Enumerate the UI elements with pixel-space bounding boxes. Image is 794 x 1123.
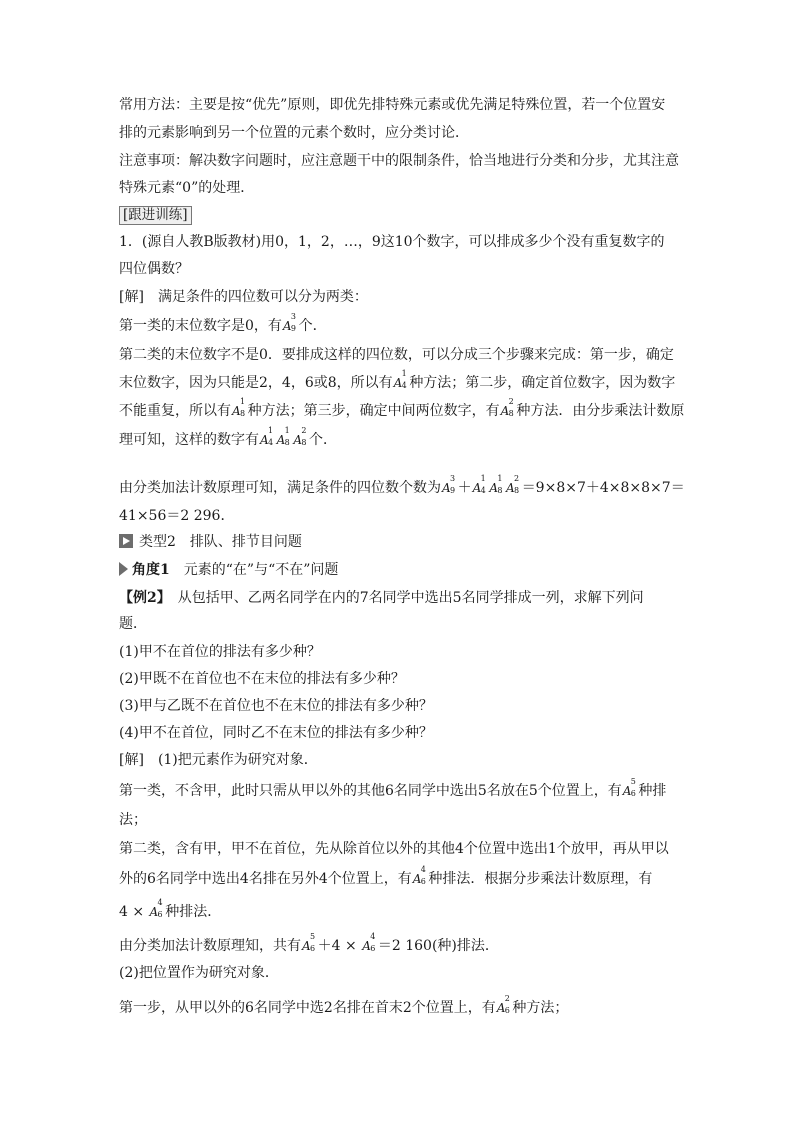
perm-symbol: A 4 6 bbox=[412, 865, 426, 886]
perm-symbol: A 5 6 bbox=[622, 777, 636, 798]
text-line: 特殊元素“0”的处理． bbox=[119, 180, 255, 196]
text-line: (2)把位置作为研究对象． bbox=[119, 965, 279, 981]
text-line: 第二类，含有甲，甲不在首位，先从除首位以外的其他4个位置中选出1个放甲，再从甲以 bbox=[119, 841, 669, 857]
perm-symbol: A 2 6 bbox=[496, 994, 510, 1015]
angle-heading: 角度1 元素的“在”与“不在”问题 bbox=[119, 560, 679, 580]
text-line: 题． bbox=[119, 616, 147, 632]
text-line: 4 × A 4 6 种排法． bbox=[119, 898, 222, 920]
text-line: 41×56＝2 296． bbox=[119, 508, 235, 524]
text-line: [解] (1)把元素作为研究对象． bbox=[119, 752, 318, 768]
flag-marker-icon bbox=[119, 562, 128, 576]
question-item: (4)甲不在首位，同时乙不在末位的排法有多少种？ bbox=[119, 725, 433, 741]
text-line: 注意事项：解决数字问题时，应注意题干中的限制条件，恰当地进行分类和分步，尤其注意 bbox=[119, 153, 679, 169]
perm-symbol: A 1 8 bbox=[232, 397, 246, 418]
text-line: 第二类的末位数字不是0．要排成这样的四位数，可以分成三个步骤来完成：第一步，确定 bbox=[119, 347, 674, 363]
solution-tag: [解] bbox=[119, 752, 144, 768]
perm-symbol: A 2 8 bbox=[500, 397, 514, 418]
text-line: 1．(源自人教B版教材)用0，1，2，…，9这10个数字，可以排成多少个没有重复数字的 bbox=[119, 234, 665, 250]
question-item: (2)甲既不在首位也不在末位的排法有多少种？ bbox=[119, 671, 405, 687]
follow-up-tag: [跟进训练] bbox=[119, 206, 192, 225]
question-item: (1)甲不在首位的排法有多少种？ bbox=[119, 644, 321, 660]
example-label: 【例2】 bbox=[119, 590, 164, 606]
type-heading: 类型2 排队、排节目问题 bbox=[119, 532, 679, 552]
perm-symbol: A 1 8 bbox=[276, 426, 290, 447]
perm-symbol: A 5 6 bbox=[302, 932, 316, 953]
text-line: 法； bbox=[119, 812, 147, 828]
perm-symbol: A 2 8 bbox=[293, 426, 307, 447]
solution-tag: [解] bbox=[119, 289, 144, 305]
question-item: (3)甲与乙既不在首位也不在末位的排法有多少种？ bbox=[119, 698, 433, 714]
perm-symbol: A 1 4 bbox=[472, 474, 486, 495]
text-line: 由分类加法计数原理可知，满足条件的四位数个数为A 3 9 ＋A 1 4 A 1 8 A 2 8 ＝9×8×7＋4×8×8×7＝ bbox=[119, 474, 685, 496]
perm-symbol: A 4 6 bbox=[149, 898, 163, 919]
perm-symbol: A 1 4 bbox=[393, 369, 407, 390]
text-line: 不能重复，所以有A 1 8 种方法；第三步，确定中间两位数字，有A 2 8 种方法．由分步乘法计数原 bbox=[119, 397, 685, 419]
perm-symbol: A 1 4 bbox=[260, 426, 274, 447]
text-line: 第一步，从甲以外的6名同学中选2名排在首末2个位置上，有A 2 6 种方法； bbox=[119, 994, 569, 1016]
text-line: 四位偶数？ bbox=[119, 261, 189, 277]
text-line: 理可知，这样的数字有A 1 4 A 1 8 A 2 8 个． bbox=[119, 426, 338, 448]
perm-symbol: A 3 9 bbox=[282, 312, 297, 333]
text-line: 由分类加法计数原理知，共有A 5 6 ＋4 × A 4 6 ＝2 160(种)排法． bbox=[119, 932, 499, 954]
text-line: 外的6名同学中选出4名排在另外4个位置上，有A 4 6 种排法．根据分步乘法计数原理，有 bbox=[119, 865, 653, 887]
text-line: [解] 满足条件的四位数可以分为两类： bbox=[119, 289, 368, 305]
text-line: 第一类，不含甲，此时只需从甲以外的其他6名同学中选出5名放在5个位置上，有A 5 6 种排 bbox=[119, 777, 667, 799]
text-line: 【例2】 从包括甲、乙两名同学在内的7名同学中选出5名同学排成一列，求解下列问 bbox=[119, 590, 644, 606]
perm-symbol: A 1 8 bbox=[489, 474, 503, 495]
text-line: 常用方法：主要是按“优先”原则，即优先排特殊元素或优先满足特殊位置，若一个位置安 bbox=[119, 97, 666, 113]
play-triangle-icon bbox=[119, 534, 133, 548]
text-line: 第一类的末位数字是0，有A 3 9 个． bbox=[119, 312, 327, 334]
section-tag-line bbox=[119, 205, 679, 225]
text-line: 排的元素影响到另一个位置的元素个数时，应分类讨论． bbox=[119, 125, 469, 141]
perm-symbol: A 4 6 bbox=[362, 932, 376, 953]
text-line: 末位数字，因为只能是2，4，6或8，所以有A 1 4 种方法；第二步，确定首位数字，因为数字 bbox=[119, 369, 676, 391]
perm-symbol: A 2 8 bbox=[506, 474, 520, 495]
perm-symbol: A 3 9 bbox=[442, 474, 456, 495]
